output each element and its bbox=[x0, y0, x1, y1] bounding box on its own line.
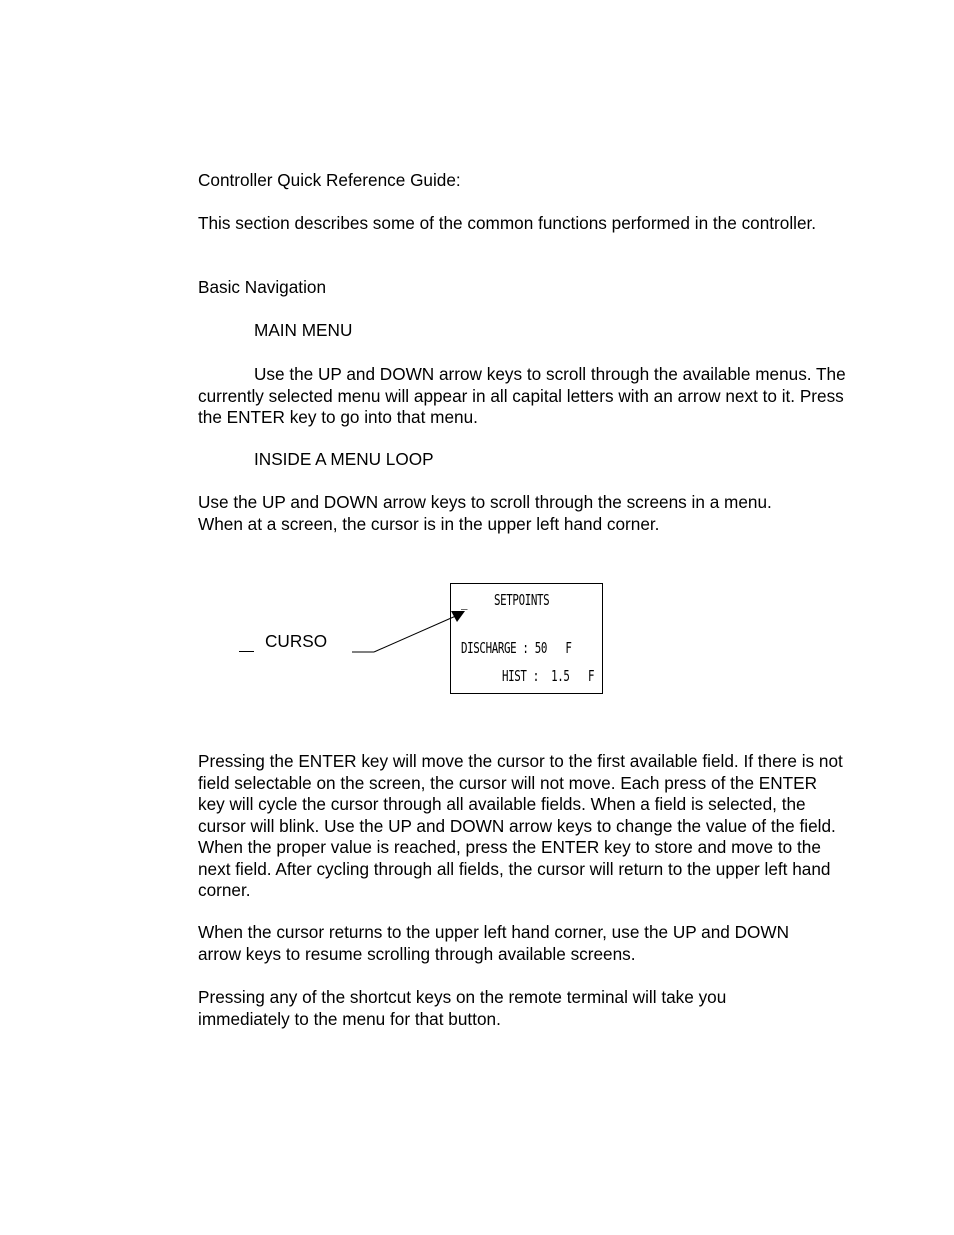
intro-paragraph: This section describes some of the common functions performed in the controller. bbox=[198, 213, 817, 233]
cursor-legend-mark bbox=[239, 651, 254, 652]
lcd-cursor: _ bbox=[461, 592, 468, 610]
lcd-hist-line: HIST : 1.5 F bbox=[502, 667, 595, 685]
enter-key-paragraph: Pressing the ENTER key will move the cursor to the first available field. If there is not field selectable on the screen, the cursor will not move. Each press of the ENTER key will cycle the cursor through all available fields. When a field is selected, the cursor will blink. Use the UP and DOWN arrow keys to change the value of the field. When the proper value is reached, press the ENTER key to store and move to the next field. After cycling through all fields, the cursor will return to the upper left hand corner. bbox=[198, 751, 843, 900]
main-menu-title: MAIN MENU bbox=[254, 320, 353, 340]
inside-menu-title: INSIDE A MENU LOOP bbox=[254, 449, 434, 469]
section-title: Basic Navigation bbox=[198, 277, 327, 297]
inside-menu-paragraph: Use the UP and DOWN arrow keys to scroll through the screens in a menu. When at a screen, the cursor is in the upper left hand corner. bbox=[198, 492, 772, 534]
cursor-label: CURSO bbox=[265, 631, 328, 651]
lcd-title: SETPOINTS bbox=[494, 591, 550, 609]
shortcut-paragraph: Pressing any of the shortcut keys on the remote terminal will take you immediately to the menu for that button. bbox=[198, 987, 727, 1029]
resume-paragraph: When the cursor returns to the upper left hand corner, use the UP and DOWN arrow keys to resume scrolling through available screens. bbox=[198, 922, 790, 964]
callout-arrow-shaft bbox=[374, 615, 458, 652]
lcd-discharge-line: DISCHARGE : 50 F bbox=[461, 639, 572, 657]
main-menu-paragraph: Use the UP and DOWN arrow keys to scroll through the available menus. The currently selected menu will appear in all capital letters with an arrow next to it. Press the ENTER key to go into that menu. bbox=[198, 364, 846, 427]
page-heading: Controller Quick Reference Guide: bbox=[198, 170, 461, 190]
